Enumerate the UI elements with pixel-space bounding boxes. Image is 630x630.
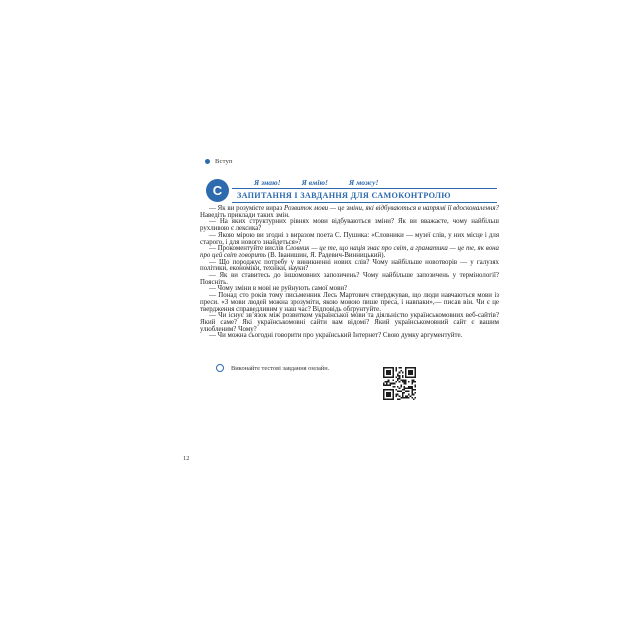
section-title: ЗАПИТАННЯ І ЗАВДАННЯ ДЛЯ САМОКОНТРОЛЮ [237, 191, 451, 200]
motto: Я вмію! [301, 178, 328, 187]
question-item: — Чому зміни в мові не руйнують самої мови? [209, 285, 348, 293]
motto-row [232, 176, 497, 187]
question-item: — На яких структурних рівнях мови відбуваються зміни? Як ви вважаєте, чому найбільш рухливою є лексика? [200, 218, 499, 233]
header-rule-top [232, 188, 497, 189]
section-header [232, 176, 497, 203]
running-head-label: Вступ [215, 158, 233, 165]
qr-code[interactable] [383, 367, 416, 400]
question-item: — Понад сто років тому письменник Лесь Мартович стверджував, що люди навчаються мови із преси. «З мови людей можна зрозуміти, якою мовою пише преса, і навпаки»,— писав він. Чи є це твердження справедливим у наш час? Відповідь обґрунтуйте. [200, 292, 499, 313]
running-head [205, 158, 233, 165]
online-task-label: Виконайте тестові завдання онлайн. [231, 364, 330, 372]
question-item: — Що породжує потребу у виникненні нових слів? Чому найбільше новотворів — у галузях політики, економіки, техніки, науки? [200, 258, 499, 273]
header-rule-bottom [232, 202, 497, 203]
online-task-link[interactable] [216, 364, 329, 372]
circle-icon [216, 364, 224, 372]
questions-list [200, 206, 499, 340]
badge-letter: С [212, 183, 223, 198]
question-item: — Прокоментуйте вислів Словник — це те, що нація знає про світ, а граматика — це те, як вона про цей світ говорить (В. Іванишин, Я. Радевич-Винницький). [200, 245, 499, 259]
question-item: — Як ви ставитесь до іншомовних запозичень? Чому найбільше запозичень у термінології? Поясніть. [200, 272, 499, 286]
question-item: — Чи існує зв’язок між розвитком української мови та діяльністю українськомовних веб-сайтів? Який саме? Які українськомовні сайти вам відомі? Який українськомовний сайт є вашим улюбленим? Чому? [200, 312, 499, 333]
motto: Я знаю! [254, 178, 281, 187]
self-check-badge-icon [206, 179, 229, 202]
question-item: — Чи можна сьогодні говорити про український Інтернет? Свою думку аргументуйте. [209, 332, 463, 340]
bullet-icon [205, 159, 210, 164]
page-number: 12 [183, 455, 190, 462]
question-item: — Як ви розумієте вираз Розвиток мови — це зміни, які відбуваються в напрямі її вдосконалення? Наведіть приклади таких змін. [200, 205, 499, 219]
question-item: — Якою мірою ви згодні з виразом поета С. Пушика: «Словники — музеї слів, у них місце і для старого, і для нового знайдеться»? [200, 231, 499, 246]
motto: Я можу! [348, 178, 379, 187]
